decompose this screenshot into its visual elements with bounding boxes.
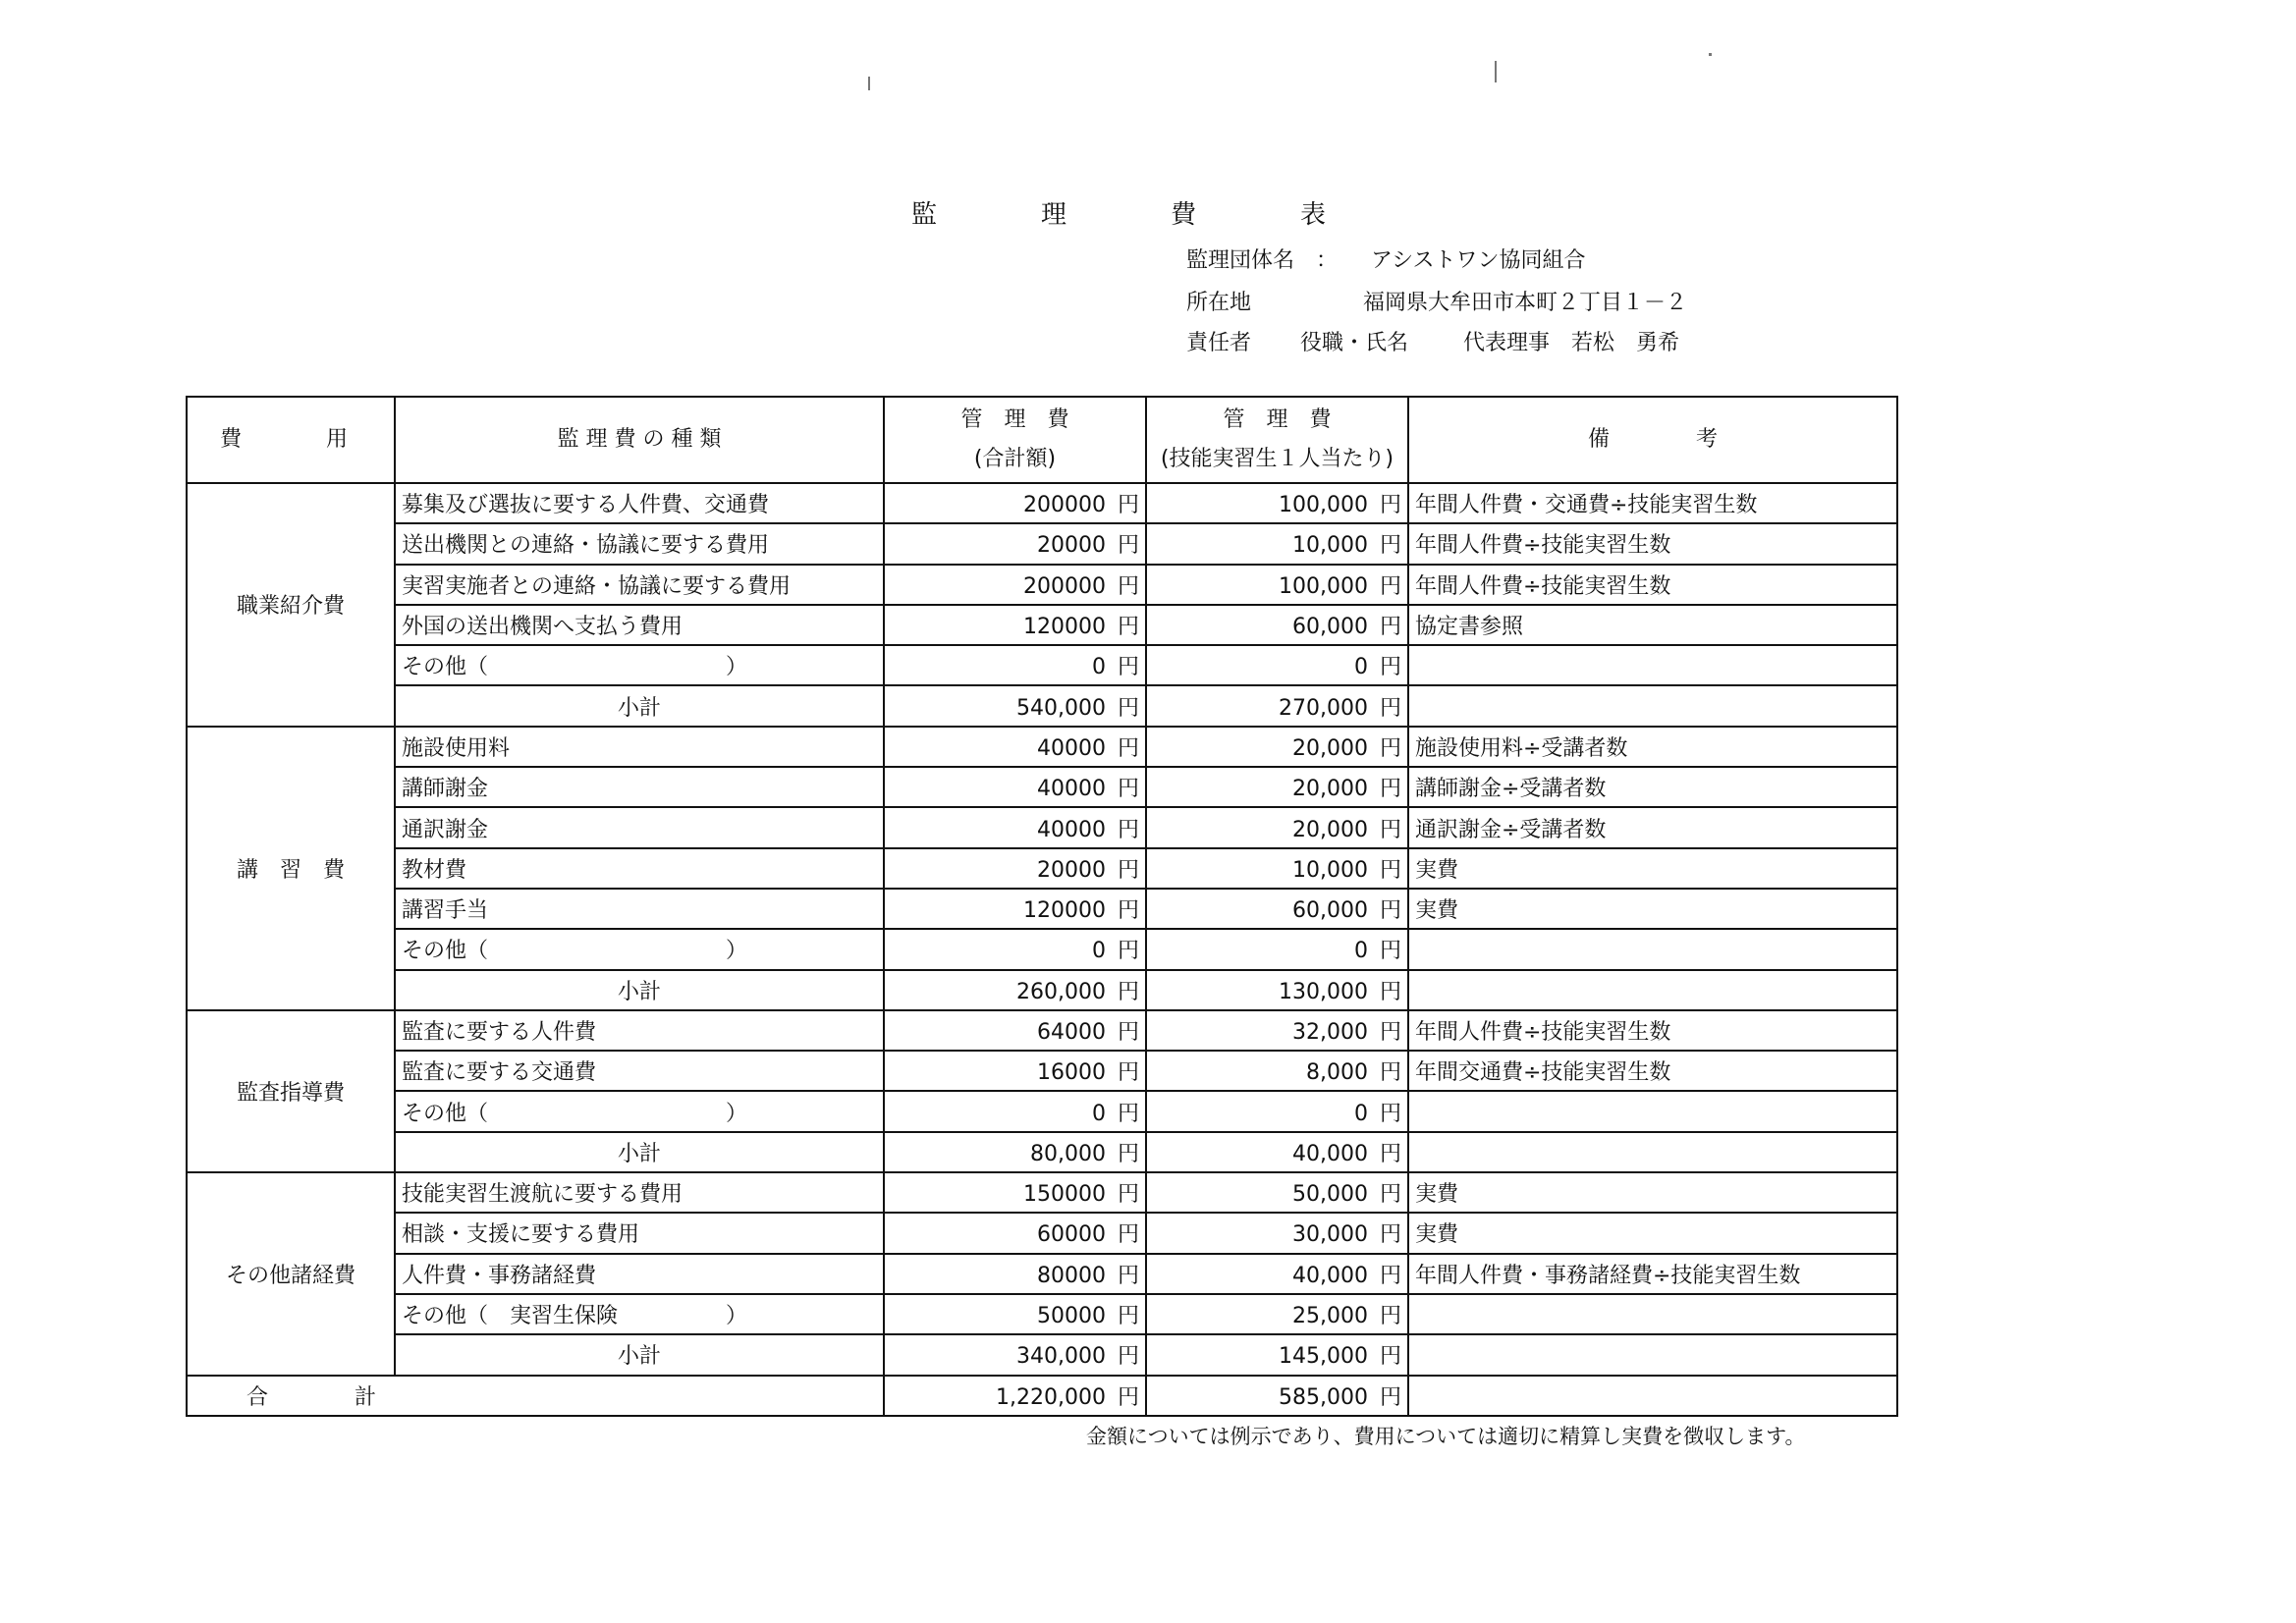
remark-cell [1408, 1376, 1897, 1416]
header-per [1146, 397, 1408, 483]
remark-cell: 実費 [1408, 1213, 1897, 1253]
type-cell: その他（ 実習生保険 ） [395, 1294, 884, 1334]
per-cell-value: 40,000 [1292, 1263, 1368, 1288]
yen-unit: 円 [1117, 777, 1139, 802]
org-label: 監理団体名 ： [1186, 248, 1339, 273]
grand-total-row [187, 1376, 1897, 1416]
yen-unit: 円 [1379, 1182, 1401, 1208]
yen-unit: 円 [1379, 857, 1401, 883]
per-cell-value: 0 [1354, 939, 1368, 964]
total-cell [884, 523, 1146, 564]
address-label: 所在地 [1186, 291, 1252, 315]
type-cell: 送出機関との連絡・協議に要する費用 [395, 523, 884, 564]
total-cell-value: 120000 [1023, 898, 1106, 924]
manager-label: 責任者 [1186, 331, 1252, 355]
remark-cell: 講師謝金÷受講者数 [1408, 767, 1897, 807]
total-cell [884, 605, 1146, 645]
yen-unit: 円 [1117, 573, 1139, 599]
yen-unit: 円 [1379, 1384, 1401, 1410]
subtotal-per-cell-value: 130,000 [1279, 979, 1368, 1004]
table-row [187, 523, 1897, 564]
yen-unit: 円 [1379, 817, 1401, 842]
fee-table-body [187, 483, 1897, 1416]
remark-cell: 年間人件費÷技能実習生数 [1408, 523, 1897, 564]
per-cell [1146, 1010, 1408, 1051]
fee-table [186, 396, 1898, 1417]
yen-unit: 円 [1379, 493, 1401, 518]
yen-unit: 円 [1117, 655, 1139, 680]
category-cell: 監査指導費 [187, 1010, 395, 1172]
yen-unit: 円 [1379, 1222, 1401, 1248]
per-cell-value: 20,000 [1292, 735, 1368, 761]
per-cell-value: 20,000 [1292, 817, 1368, 842]
yen-unit: 円 [1117, 898, 1139, 924]
remark-cell: 年間交通費÷技能実習生数 [1408, 1051, 1897, 1091]
total-cell [884, 929, 1146, 969]
page-title: 監 理 費 表 [911, 200, 1366, 230]
header-total-line2: (合計額) [973, 447, 1057, 471]
subtotal-total-cell-value: 80,000 [1030, 1141, 1106, 1166]
table-row [187, 727, 1897, 767]
type-cell: その他（ ） [395, 1091, 884, 1131]
yen-unit: 円 [1379, 735, 1401, 761]
scan-speck [1709, 53, 1712, 56]
role-label: 役職・氏名 [1300, 331, 1409, 355]
grand-total-per-cell-value: 585,000 [1279, 1384, 1368, 1410]
remark-cell: 実費 [1408, 848, 1897, 889]
yen-unit: 円 [1117, 1020, 1139, 1045]
category-cell: その他諸経費 [187, 1172, 395, 1375]
remark-cell: 年間人件費÷技能実習生数 [1408, 1010, 1897, 1051]
category-cell: 講 習 費 [187, 727, 395, 1010]
fee-table-header [187, 397, 1897, 483]
subtotal-row [187, 1132, 1897, 1172]
total-cell-value: 20000 [1037, 857, 1106, 883]
yen-unit: 円 [1117, 1141, 1139, 1166]
subtotal-per-cell [1146, 685, 1408, 726]
total-cell [884, 1172, 1146, 1213]
table-row [187, 807, 1897, 847]
yen-unit: 円 [1379, 1304, 1401, 1329]
header-per-line1: 管 理 費 [1223, 407, 1332, 432]
table-row [187, 645, 1897, 685]
per-cell [1146, 848, 1408, 889]
org-value: アシストワン協同組合 [1371, 248, 1586, 273]
total-cell-value: 16000 [1037, 1060, 1106, 1086]
grand-total-cell-value: 1,220,000 [996, 1384, 1106, 1410]
type-cell: 外国の送出機関へ支払う費用 [395, 605, 884, 645]
table-row [187, 1091, 1897, 1131]
header-category: 費 用 [187, 397, 395, 483]
table-row [187, 1294, 1897, 1334]
total-cell [884, 565, 1146, 605]
yen-unit: 円 [1379, 695, 1401, 721]
header-remarks: 備 考 [1408, 397, 1897, 483]
yen-unit: 円 [1379, 615, 1401, 640]
header-per-line2: (技能実習生１人当たり) [1160, 447, 1394, 471]
yen-unit: 円 [1117, 493, 1139, 518]
type-cell: 講師謝金 [395, 767, 884, 807]
yen-unit: 円 [1117, 817, 1139, 842]
per-cell-value: 20,000 [1292, 777, 1368, 802]
total-cell [884, 483, 1146, 523]
header-total [884, 397, 1146, 483]
remark-cell: 年間人件費÷技能実習生数 [1408, 565, 1897, 605]
grand-total-per-cell [1146, 1376, 1408, 1416]
per-cell [1146, 1213, 1408, 1253]
per-cell [1146, 1172, 1408, 1213]
type-cell: その他（ ） [395, 645, 884, 685]
table-row [187, 565, 1897, 605]
total-cell-value: 80000 [1037, 1263, 1106, 1288]
per-cell [1146, 565, 1408, 605]
remark-cell: 年間人件費・事務諸経費÷技能実習生数 [1408, 1254, 1897, 1294]
remark-cell: 通訳謝金÷受講者数 [1408, 807, 1897, 847]
total-cell-value: 20000 [1037, 533, 1106, 559]
subtotal-total-cell [884, 685, 1146, 726]
remark-cell: 協定書参照 [1408, 605, 1897, 645]
yen-unit: 円 [1117, 533, 1139, 559]
subtotal-total-cell-value: 340,000 [1016, 1344, 1106, 1370]
table-row [187, 1254, 1897, 1294]
yen-unit: 円 [1117, 1344, 1139, 1370]
total-cell [884, 1051, 1146, 1091]
subtotal-per-cell [1146, 970, 1408, 1010]
total-cell-value: 40000 [1037, 817, 1106, 842]
scan-speck [1495, 61, 1497, 82]
remark-cell: 施設使用料÷受講者数 [1408, 727, 1897, 767]
subtotal-row [187, 685, 1897, 726]
footnote: 金額については例示であり、費用については適切に精算し実費を徴収します。 [1086, 1425, 1806, 1448]
total-cell-value: 0 [1092, 655, 1106, 680]
yen-unit: 円 [1117, 695, 1139, 721]
yen-unit: 円 [1117, 979, 1139, 1004]
remark-cell: 実費 [1408, 1172, 1897, 1213]
yen-unit: 円 [1117, 1384, 1139, 1410]
yen-unit: 円 [1117, 1182, 1139, 1208]
total-cell [884, 645, 1146, 685]
total-cell-value: 40000 [1037, 735, 1106, 761]
yen-unit: 円 [1117, 857, 1139, 883]
per-cell [1146, 767, 1408, 807]
per-cell [1146, 1091, 1408, 1131]
subtotal-per-cell-value: 40,000 [1292, 1141, 1368, 1166]
table-row [187, 929, 1897, 969]
type-cell: 通訳謝金 [395, 807, 884, 847]
subtotal-per-cell [1146, 1132, 1408, 1172]
per-cell-value: 25,000 [1292, 1304, 1368, 1329]
per-cell-value: 30,000 [1292, 1222, 1368, 1248]
remark-cell [1408, 929, 1897, 969]
total-cell-value: 50000 [1037, 1304, 1106, 1329]
yen-unit: 円 [1379, 1141, 1401, 1166]
total-cell-value: 64000 [1037, 1020, 1106, 1045]
remark-cell [1408, 1294, 1897, 1334]
remark-cell [1408, 1091, 1897, 1131]
per-cell-value: 100,000 [1279, 573, 1368, 599]
total-cell [884, 807, 1146, 847]
table-row [187, 1213, 1897, 1253]
type-cell: 相談・支援に要する費用 [395, 1213, 884, 1253]
role-value: 代表理事 若松 勇希 [1463, 331, 1680, 355]
total-cell-value: 150000 [1023, 1182, 1106, 1208]
subtotal-per-cell [1146, 1334, 1408, 1375]
per-cell-value: 32,000 [1292, 1020, 1368, 1045]
table-row [187, 1010, 1897, 1051]
per-cell [1146, 889, 1408, 929]
per-cell [1146, 483, 1408, 523]
subtotal-label: 小計 [395, 970, 884, 1010]
header-type: 監 理 費 の 種 類 [395, 397, 884, 483]
subtotal-row [187, 1334, 1897, 1375]
total-cell [884, 1213, 1146, 1253]
subtotal-total-cell-value: 260,000 [1016, 979, 1106, 1004]
subtotal-label: 小計 [395, 685, 884, 726]
yen-unit: 円 [1117, 1222, 1139, 1248]
remark-cell: 年間人件費・交通費÷技能実習生数 [1408, 483, 1897, 523]
yen-unit: 円 [1379, 1101, 1401, 1126]
type-cell: 実習実施者との連絡・協議に要する費用 [395, 565, 884, 605]
remark-cell [1408, 1132, 1897, 1172]
type-cell: 施設使用料 [395, 727, 884, 767]
table-row [187, 889, 1897, 929]
subtotal-label: 小計 [395, 1334, 884, 1375]
subtotal-per-cell-value: 145,000 [1279, 1344, 1368, 1370]
yen-unit: 円 [1379, 1344, 1401, 1370]
per-cell-value: 60,000 [1292, 898, 1368, 924]
per-cell [1146, 1294, 1408, 1334]
table-row [187, 848, 1897, 889]
total-cell-value: 200000 [1023, 493, 1106, 518]
total-cell [884, 889, 1146, 929]
remark-cell [1408, 1334, 1897, 1375]
table-row [187, 483, 1897, 523]
per-cell-value: 10,000 [1292, 533, 1368, 559]
per-cell-value: 60,000 [1292, 615, 1368, 640]
subtotal-label: 小計 [395, 1132, 884, 1172]
total-cell-value: 0 [1092, 939, 1106, 964]
grand-total-label: 合 計 [187, 1376, 884, 1416]
total-cell [884, 1294, 1146, 1334]
subtotal-total-cell [884, 1132, 1146, 1172]
per-cell [1146, 727, 1408, 767]
table-row [187, 1051, 1897, 1091]
per-cell [1146, 929, 1408, 969]
yen-unit: 円 [1379, 1263, 1401, 1288]
type-cell: 人件費・事務諸経費 [395, 1254, 884, 1294]
yen-unit: 円 [1379, 939, 1401, 964]
subtotal-total-cell [884, 970, 1146, 1010]
yen-unit: 円 [1379, 533, 1401, 559]
table-row [187, 767, 1897, 807]
per-cell-value: 10,000 [1292, 857, 1368, 883]
per-cell-value: 50,000 [1292, 1182, 1368, 1208]
total-cell [884, 727, 1146, 767]
table-row [187, 1172, 1897, 1213]
per-cell [1146, 645, 1408, 685]
scan-speck [868, 77, 870, 90]
address-value: 福岡県大牟田市本町２丁目１－２ [1363, 291, 1688, 315]
remark-cell [1408, 970, 1897, 1010]
yen-unit: 円 [1117, 1304, 1139, 1329]
yen-unit: 円 [1117, 615, 1139, 640]
per-cell [1146, 605, 1408, 645]
total-cell-value: 60000 [1037, 1222, 1106, 1248]
total-cell-value: 0 [1092, 1101, 1106, 1126]
total-cell [884, 1254, 1146, 1294]
total-cell [884, 1091, 1146, 1131]
yen-unit: 円 [1379, 573, 1401, 599]
total-cell-value: 40000 [1037, 777, 1106, 802]
total-cell [884, 1010, 1146, 1051]
yen-unit: 円 [1379, 777, 1401, 802]
yen-unit: 円 [1379, 979, 1401, 1004]
yen-unit: 円 [1379, 655, 1401, 680]
per-cell [1146, 1254, 1408, 1294]
yen-unit: 円 [1117, 1263, 1139, 1288]
subtotal-per-cell-value: 270,000 [1279, 695, 1368, 721]
category-cell: 職業紹介費 [187, 483, 395, 727]
total-cell [884, 767, 1146, 807]
type-cell: 講習手当 [395, 889, 884, 929]
total-cell-value: 120000 [1023, 615, 1106, 640]
yen-unit: 円 [1117, 1101, 1139, 1126]
yen-unit: 円 [1379, 1060, 1401, 1086]
type-cell: その他（ ） [395, 929, 884, 969]
grand-total-cell [884, 1376, 1146, 1416]
type-cell: 監査に要する人件費 [395, 1010, 884, 1051]
header-total-line1: 管 理 費 [960, 407, 1069, 432]
yen-unit: 円 [1117, 939, 1139, 964]
yen-unit: 円 [1379, 898, 1401, 924]
yen-unit: 円 [1117, 735, 1139, 761]
subtotal-total-cell [884, 1334, 1146, 1375]
per-cell [1146, 807, 1408, 847]
type-cell: 募集及び選抜に要する人件費、交通費 [395, 483, 884, 523]
total-cell [884, 848, 1146, 889]
type-cell: 教材費 [395, 848, 884, 889]
remark-cell: 実費 [1408, 889, 1897, 929]
yen-unit: 円 [1379, 1020, 1401, 1045]
yen-unit: 円 [1117, 1060, 1139, 1086]
table-row [187, 605, 1897, 645]
per-cell [1146, 1051, 1408, 1091]
per-cell-value: 100,000 [1279, 493, 1368, 518]
per-cell [1146, 523, 1408, 564]
per-cell-value: 0 [1354, 655, 1368, 680]
subtotal-row [187, 970, 1897, 1010]
remark-cell [1408, 685, 1897, 726]
type-cell: 技能実習生渡航に要する費用 [395, 1172, 884, 1213]
per-cell-value: 0 [1354, 1101, 1368, 1126]
total-cell-value: 200000 [1023, 573, 1106, 599]
remark-cell [1408, 645, 1897, 685]
per-cell-value: 8,000 [1306, 1060, 1368, 1086]
subtotal-total-cell-value: 540,000 [1016, 695, 1106, 721]
type-cell: 監査に要する交通費 [395, 1051, 884, 1091]
